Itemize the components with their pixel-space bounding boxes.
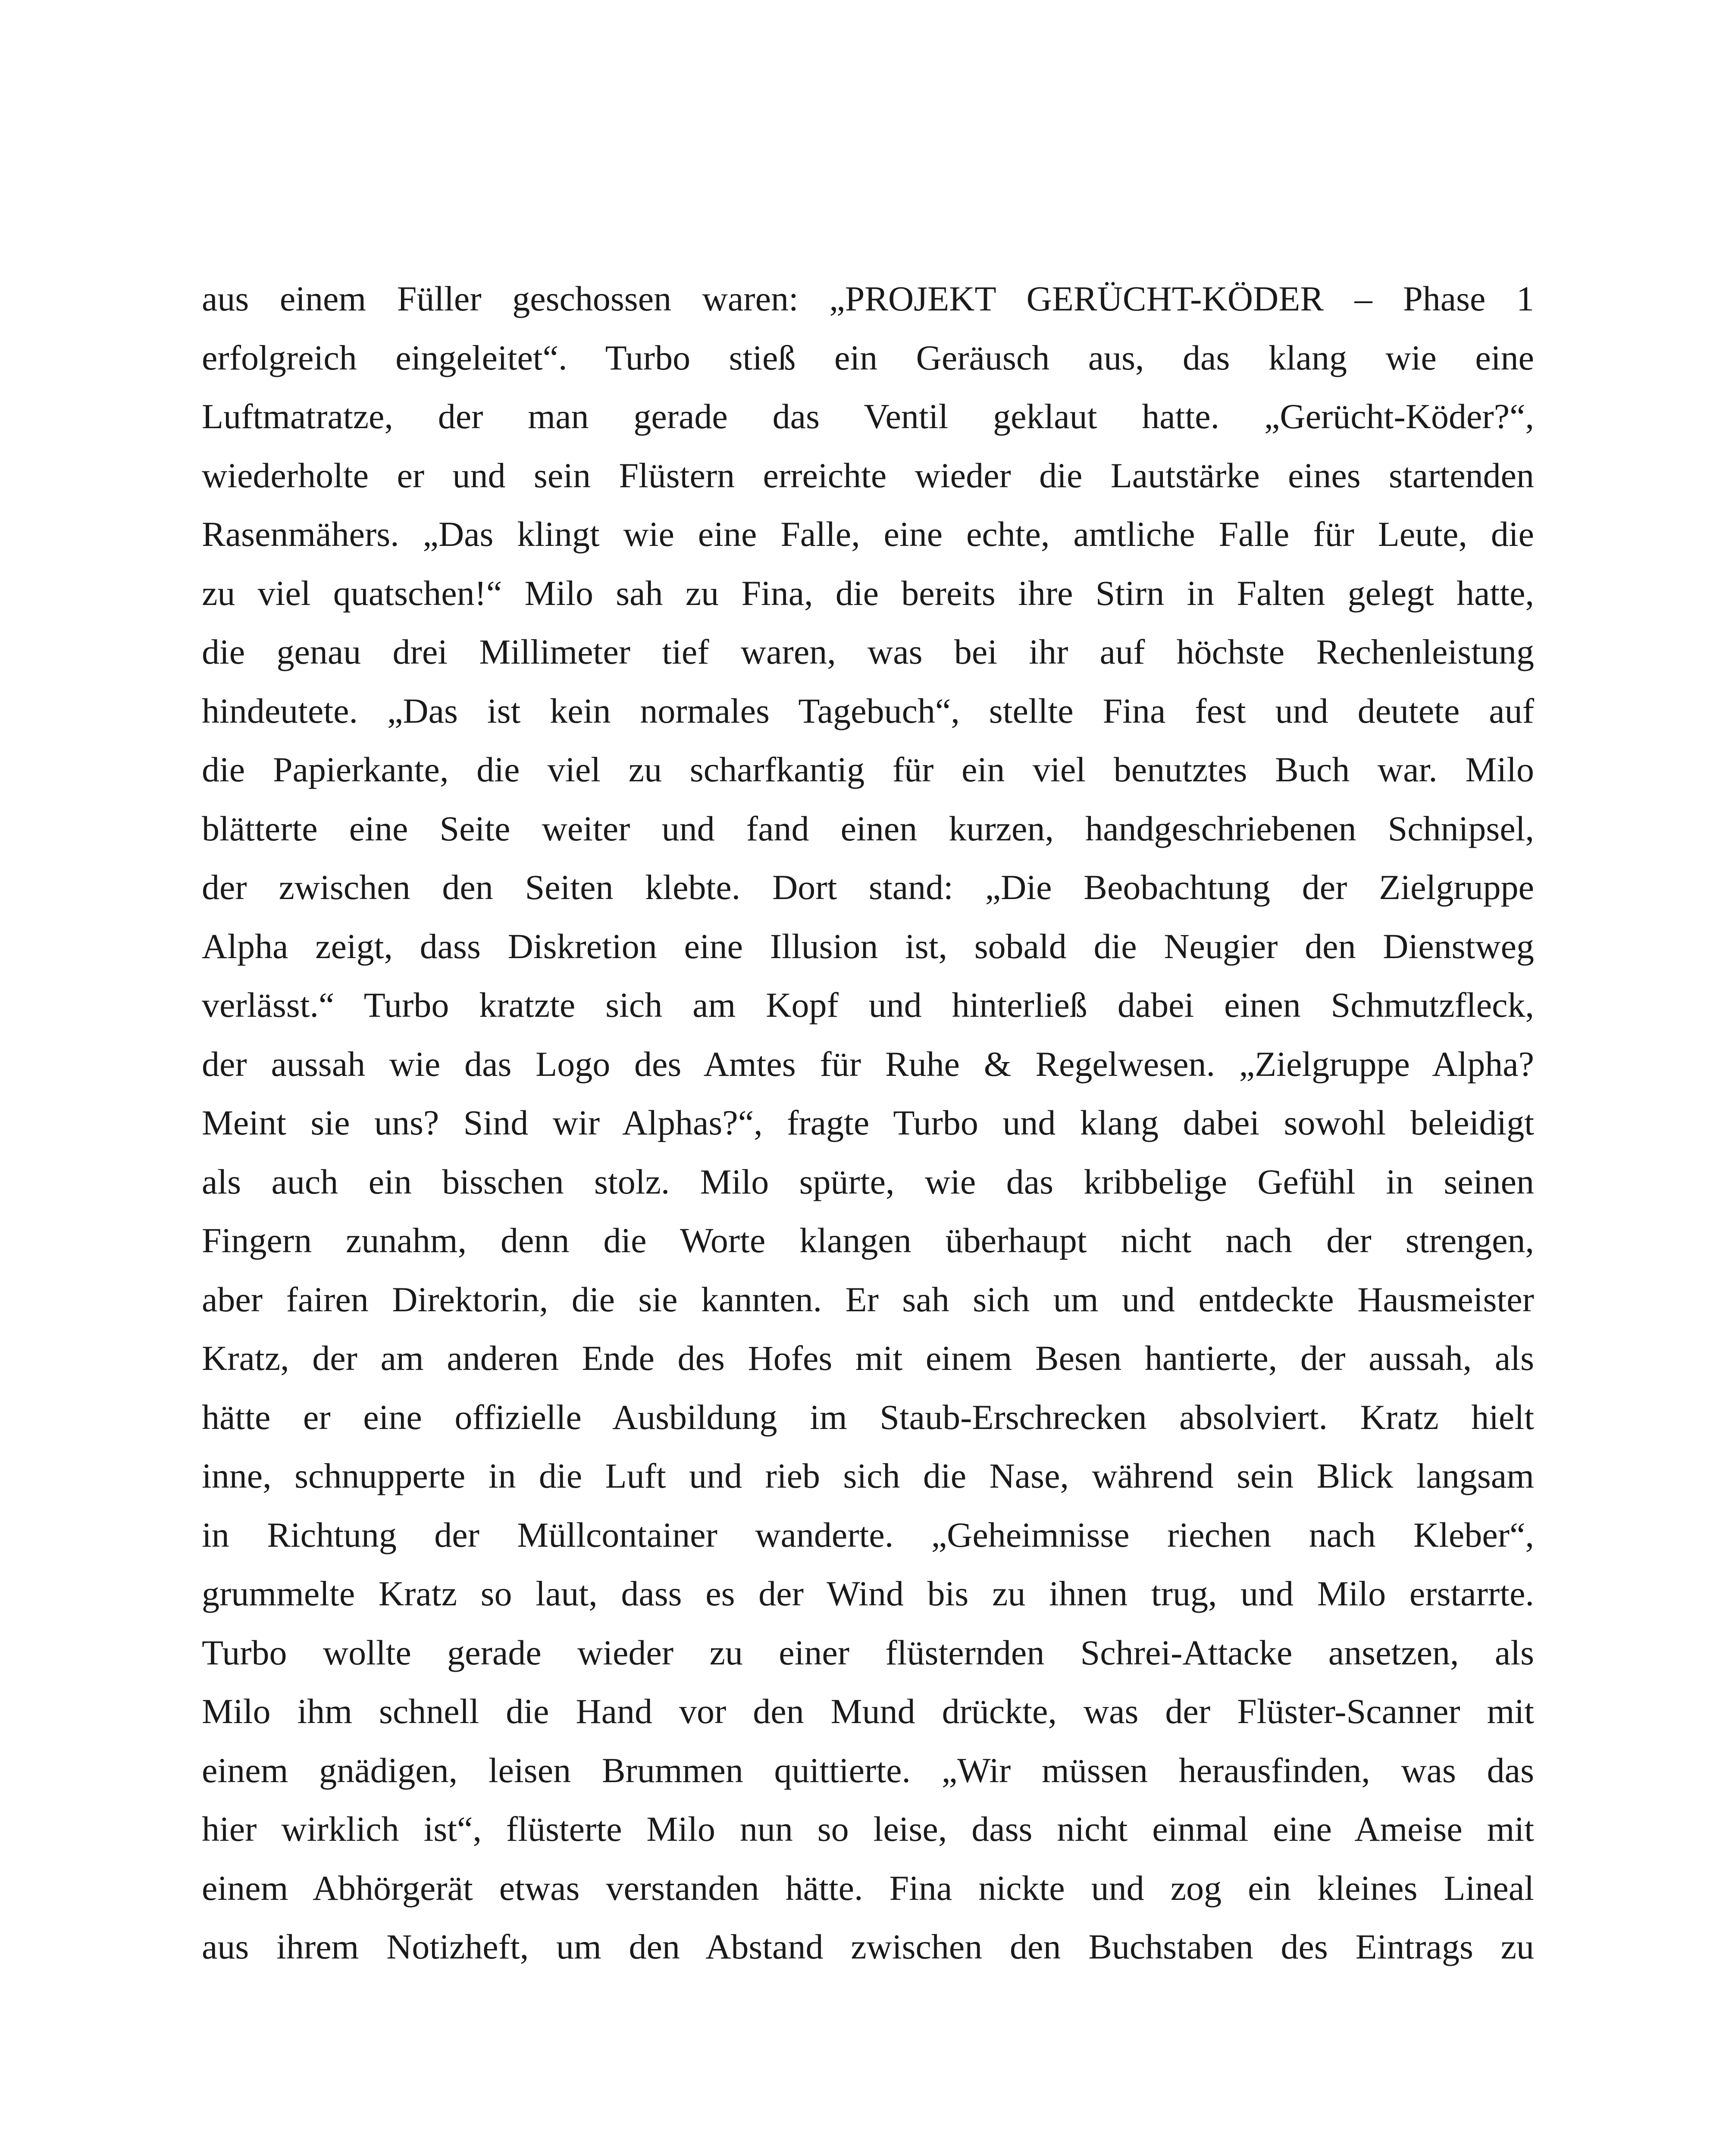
text-line: der zwischen den Seiten klebte. Dort stand: „Die Beobachtung der Zielgruppe: [202, 868, 1534, 907]
text-line: Turbo wollte gerade wieder zu einer flüsternden Schrei-Attacke ansetzen, als: [202, 1633, 1534, 1672]
text-line: Fingern zunahm, denn die Worte klangen überhaupt nicht nach der strengen,: [202, 1221, 1534, 1260]
text-line: grummelte Kratz so laut, dass es der Wind bis zu ihnen trug, und Milo erstarrte.: [202, 1574, 1534, 1613]
text-line: aus einem Füller geschossen waren: „PROJEKT GERÜCHT-KÖDER – Phase 1: [202, 279, 1534, 318]
text-line: die Papierkante, die viel zu scharfkantig für ein viel benutztes Buch war. Milo: [202, 750, 1534, 789]
text-line: als auch ein bisschen stolz. Milo spürte, wie das kribbelige Gefühl in seinen: [202, 1162, 1534, 1201]
text-line: hindeutete. „Das ist kein normales Tagebuch“, stellte Fina fest und deutete auf: [202, 691, 1534, 730]
text-line: in Richtung der Müllcontainer wanderte. „Geheimnisse riechen nach Kleber“,: [202, 1515, 1534, 1554]
text-line: einem Abhörgerät etwas verstanden hätte. Fina nickte und zog ein kleines Lineal: [202, 1868, 1534, 1908]
text-line: Meint sie uns? Sind wir Alphas?“, fragte Turbo und klang dabei sowohl beleidigt: [202, 1103, 1534, 1142]
text-line: Rasenmähers. „Das klingt wie eine Falle, eine echte, amtliche Falle für Leute, die: [202, 514, 1534, 554]
text-line: erfolgreich eingeleitet“. Turbo stieß ein Geräusch aus, das klang wie eine: [202, 338, 1534, 377]
text-line: die genau drei Millimeter tief waren, was bei ihr auf höchste Rechenleistung: [202, 632, 1534, 671]
text-line: Milo ihm schnell die Hand vor den Mund drückte, was der Flüster-Scanner mit: [202, 1692, 1534, 1731]
text-line: Luftmatratze, der man gerade das Ventil geklaut hatte. „Gerücht-Köder?“,: [202, 397, 1534, 436]
body-text: [202, 270, 1534, 1977]
text-line: einem gnädigen, leisen Brummen quittierte. „Wir müssen herausfinden, was das: [202, 1750, 1534, 1790]
text-line: inne, schnupperte in die Luft und rieb sich die Nase, während sein Blick langsam: [202, 1456, 1534, 1495]
text-line: der aussah wie das Logo des Amtes für Ruhe & Regelwesen. „Zielgruppe Alpha?: [202, 1044, 1534, 1084]
text-line: aber fairen Direktorin, die sie kannten. Er sah sich um und entdeckte Hausmeister: [202, 1279, 1534, 1319]
text-line: Alpha zeigt, dass Diskretion eine Illusion ist, sobald die Neugier den Dienstweg: [202, 926, 1534, 966]
text-line: verlässt.“ Turbo kratzte sich am Kopf und hinterließ dabei einen Schmutzfleck,: [202, 985, 1534, 1025]
text-line: hier wirklich ist“, flüsterte Milo nun so leise, dass nicht einmal eine Ameise mit: [202, 1809, 1534, 1849]
text-line: Kratz, der am anderen Ende des Hofes mit einem Besen hantierte, der aussah, als: [202, 1338, 1534, 1378]
text-line: hätte er eine offizielle Ausbildung im Staub-Erschrecken absolviert. Kratz hielt: [202, 1397, 1534, 1437]
text-line: aus ihrem Notizheft, um den Abstand zwischen den Buchstaben des Eintrags zu: [202, 1927, 1534, 1966]
text-line: blätterte eine Seite weiter und fand einen kurzen, handgeschriebenen Schnipsel,: [202, 808, 1534, 848]
text-line: wiederholte er und sein Flüstern erreichte wieder die Lautstärke eines startenden: [202, 455, 1534, 495]
text-line: zu viel quatschen!“ Milo sah zu Fina, die bereits ihre Stirn in Falten gelegt hatte,: [202, 573, 1534, 613]
